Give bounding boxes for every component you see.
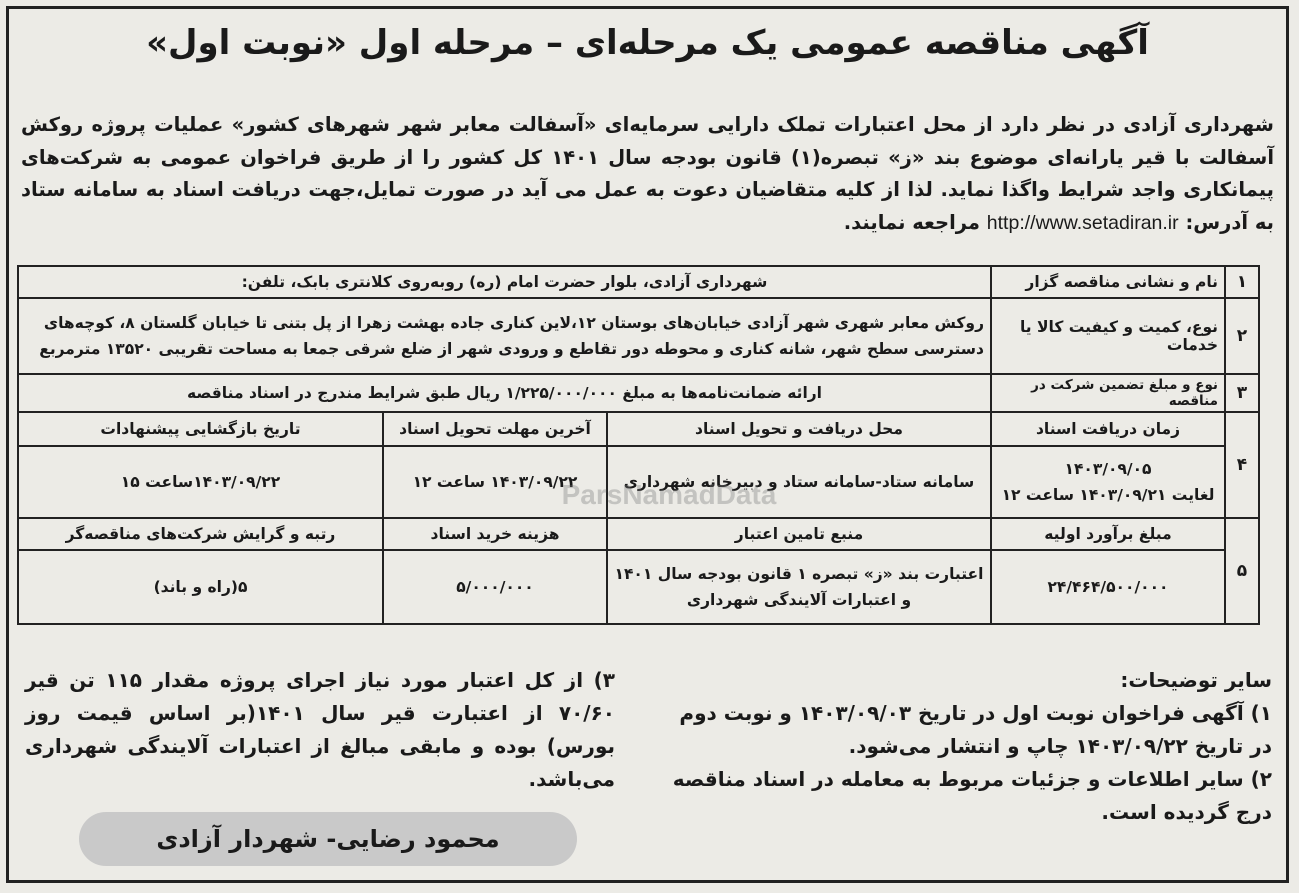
tender-details-table [17, 265, 1260, 625]
intro-paragraph [21, 109, 1274, 239]
setad-url-link[interactable]: http://www.setadiran.ir [986, 211, 1179, 234]
table-row [18, 266, 1259, 298]
header-deadline: آخرین مهلت تحویل اسناد [383, 412, 607, 446]
notice-title: آگهی مناقصه عمومی یک مرحله‌ای – مرحله اول «نوبت اول» [146, 23, 1149, 63]
intro-text: شهرداری آزادی در نظر دارد از محل اعتبارات تملک دارایی سرمایه‌ای «آسفالت معابر شهر شهرهای کشور» عملیات پروژه روکش آسفالت با قیر یارانه‌ای موضوع بند «ز» تبصره(۱) قانون بودجه سال ۱۴۰۱ کل کشور را از طریق فراخوان عمومی به شرکت‌های پیمانکاری واجد شرایط واگذا نماید. لذا از کلیه متقاضیان دعوت به عمل می آید در صورت تمایل،جهت دریافت اسناد به سامانه ستاد به آدرس: [21, 113, 1275, 234]
header-doc-place: محل دریافت و تحویل اسناد [607, 412, 991, 446]
watermark-logo: ParsNamadData [561, 479, 777, 510]
note-2: ۲) سایر اطلاعات و جزئیات مربوط به معامله در اسناد مناقصه درج گردیده است. [672, 767, 1272, 824]
row-number: ۲ [1225, 298, 1259, 374]
estimate-value: ۲۴/۴۶۴/۵۰۰/۰۰۰ [991, 550, 1225, 624]
doc-start-date: ۱۴۰۳/۰۹/۰۵ [1064, 460, 1152, 478]
table-row [18, 518, 1259, 550]
guarantee-amount: ارائه ضمانت‌نامه‌ها به مبلغ ۱/۲۲۵/۰۰۰/۰۰۰ ریال طبق شرایط مندرج در اسناد مناقصه [18, 374, 991, 412]
row-label-doc-time: زمان دریافت اسناد [991, 412, 1225, 446]
header-opening-date: تاریخ بازگشایی پیشنهادات [18, 412, 383, 446]
doc-place: سامانه ستاد-سامانه ستاد و دبیرخانه شهرداری [607, 446, 991, 518]
table-row [18, 550, 1259, 624]
row-label-guarantee: نوع و مبلغ تضمین شرکت در مناقصه [991, 374, 1225, 412]
doc-cost-value: ۵/۰۰۰/۰۰۰ [383, 550, 607, 624]
note-3: ۳) از کل اعتبار مورد نیاز اجرای پروژه مقدار ۱۱۵ تن قیر ۷۰/۶۰ از اعتبارت قیر سال ۱۴۰۱(بر اساس قیمت روز بورس) بوده و مابقی مبالغ از اعتبارات آلایندگی شهرداری می‌باشد. [25, 668, 615, 791]
row-label-goods: نوع، کمیت و کیفیت کالا یا خدمات [991, 298, 1225, 374]
project-description: روکش معابر شهری شهر آزادی خیابان‌های بوستان ۱۲،لاین کناری جاده بهشت زهرا از پل بتنی تا خیابان گلستان ۸، کوچه‌های دسترسی سطح شهر، شانه کناری و محوطه دور تقاطع و ورودی شهر از ضلع شرقی جمعا به مساحت تقریبی ۱۳۵۲۰ مترمربع [18, 298, 991, 374]
signature-banner: محمود رضایی- شهردار آزادی [79, 812, 577, 866]
row-number: ۳ [1225, 374, 1259, 412]
intro-text-end: مراجعه نمایند. [843, 210, 980, 234]
notes-heading: سایر توضیحات: [1120, 668, 1272, 692]
header-company-grade: رتبه و گرایش شرکت‌های مناقصه‌گر [18, 518, 383, 550]
company-grade-value: ۵(راه و باند) [18, 550, 383, 624]
tender-notice [6, 6, 1289, 883]
row-number: ۴ [1225, 412, 1259, 518]
organizer-address: شهرداری آزادی، بلوار حضرت امام (ره) روبه‌روی کلانتری بابک، تلفن: [18, 266, 991, 298]
header-doc-cost: هزینه خرید اسناد [383, 518, 607, 550]
note-1: ۱) آگهی فراخوان نوبت اول در تاریخ ۱۴۰۳/۰۹/۰۳ و نوبت دوم در تاریخ ۱۴۰۳/۰۹/۲۲ چاپ و انتشار می‌شود. [679, 701, 1272, 758]
row-label-estimate: مبلغ برآورد اولیه [991, 518, 1225, 550]
doc-end-date: لغایت ۱۴۰۳/۰۹/۲۱ ساعت ۱۲ [1001, 486, 1215, 504]
table-row [18, 412, 1259, 446]
row-number: ۵ [1225, 518, 1259, 624]
row-label-organizer: نام و نشانی مناقصه گزار [991, 266, 1225, 298]
row-number: ۱ [1225, 266, 1259, 298]
opening-date-value: ۱۴۰۳/۰۹/۲۲ساعت ۱۵ [18, 446, 383, 518]
table-row [18, 374, 1259, 412]
other-notes [652, 664, 1272, 829]
table-row [18, 446, 1259, 518]
doc-time-values [991, 446, 1225, 518]
funding-source-value: اعتبارت بند «ز» تبصره ۱ قانون بودجه سال ۱۴۰۱ و اعتبارات آلایندگی شهرداری [607, 550, 991, 624]
table-row [18, 298, 1259, 374]
header-funding-source: منبع تامین اعتبار [607, 518, 991, 550]
deadline-value: ۱۴۰۳/۰۹/۲۲ ساعت ۱۲ [383, 446, 607, 518]
